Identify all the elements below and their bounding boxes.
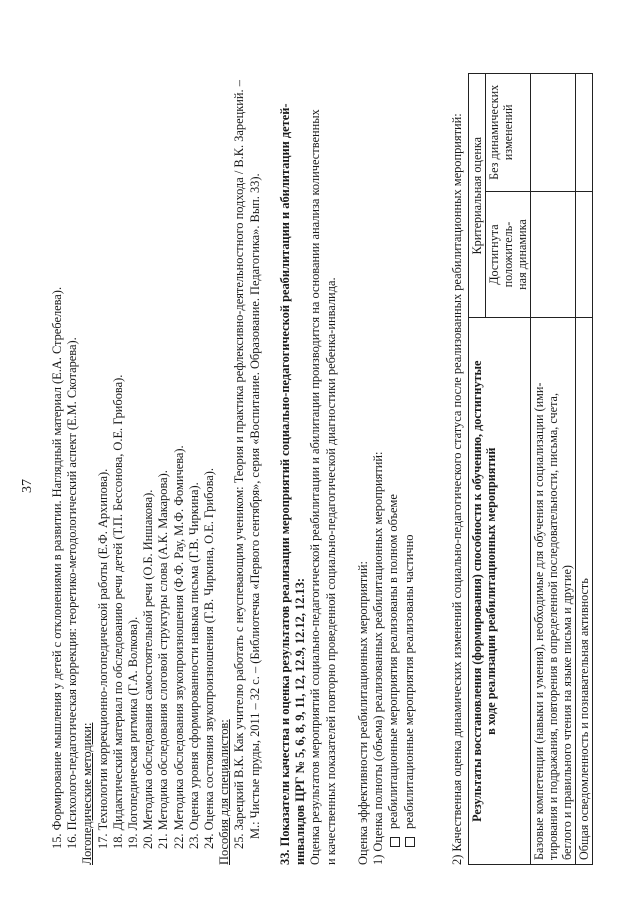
list-item: 21. Методика обследования слоговой структуры слова (А.К. Макарова). <box>156 470 171 849</box>
table-cell-result: Общая осведомленность и познавательная активность <box>576 318 593 865</box>
checkbox-option-partial[interactable] <box>402 75 417 865</box>
section-33-title-continuation: инвалидов ЦРГ № 5, 6, 8, 9, 11, 12, 12.9, 12.12, 12.13: <box>293 577 308 865</box>
criteria-header: Критериальная оценка <box>469 74 486 318</box>
list-item: 15. Формирование мышления у детей с отклонениями в развитии. Наглядный материал (Е.А. Стребелева). <box>50 286 64 849</box>
list-item: 17. Технологии коррекционно-логопедической работы (Е.Ф. Архипова). <box>95 468 110 849</box>
specialists-heading: Пособия для специалистов: <box>217 719 232 865</box>
efficiency-block <box>356 75 417 865</box>
intro-list <box>50 75 263 865</box>
list-item: 22. Методика обследования звукопроизношения (Ф.Ф. Рау, М.Ф. Фомичева). <box>171 445 186 849</box>
document-page <box>20 45 600 905</box>
result-column-header: Результаты восстановления (формирования) способности к обучению, достигнутые в ходе реализации реабилитационных мероприятий <box>469 318 531 865</box>
list-item: 20. Методика обследования самостоятельной речи (О.Б. Иншакова). <box>141 489 156 849</box>
section-33 <box>278 75 339 865</box>
list-item: 19. Логопедическая ритмика (Г.А. Волкова). <box>126 616 141 849</box>
table-cell-positive[interactable] <box>531 191 576 318</box>
completeness-label: 1) Оценка полноты (объема) реализованных реабилитационных мероприятий: <box>371 451 386 865</box>
section-33-title: 33. Показатели качества и оценка результатов реализации мероприятий социально-педагогической реабилитации и абилитации детей- <box>278 103 292 865</box>
list-item: 23. Оценка уровня сформированности навыка письма (Г.В. Чиркина). <box>186 482 201 849</box>
dynamics-table <box>468 73 593 865</box>
table-row <box>576 74 593 865</box>
list-item: 18. Дидактический материал по обследованию речи детей (Т.П. Бессонова, О.Е. Грибова). <box>110 374 125 849</box>
list-item-continuation: М.: Чистые пруды, 2011 – 32 с. – (Библиотечка «Первого сентября», серия «Воспитание. Образование. Педагогика». Вып. 33). <box>247 173 262 839</box>
efficiency-label: Оценка эффективности реабилитационных мероприятий: <box>356 561 370 865</box>
checkbox[interactable] <box>390 837 400 847</box>
table-cell-none[interactable] <box>531 74 576 192</box>
section-33-body: Оценка результатов мероприятий социально-педагогической реабилитации и абилитации производится на основании анализа количественных <box>308 109 323 865</box>
checkbox-label: реабилитационные мероприятия реализованы частично <box>401 534 416 829</box>
checkbox[interactable] <box>405 837 415 847</box>
list-item: 25. Зарецкий В.К. Как учителю работать с неуспевающим учеником: Теория и практика рефлексивно-деятельностного подхода / В.К. Зарецкий. – <box>232 80 247 849</box>
positive-dynamics-header: Достигнута положитель- ная динамика <box>486 191 531 318</box>
qualitative-label: 2) Качественная оценка динамических изменений социально-педагогического статуса после реализованных реабилитационных мероприятий: <box>450 113 464 865</box>
table-cell-result: Базовые компетенции (навыки и умения), необходимые для обучения и социализации (ими- тирования и подражания, повторения в определенной последовательности, письма, счета, беглого и правильного чтения на языке письма и другие) <box>531 318 576 865</box>
table-header-row <box>469 74 486 865</box>
list-item: 24. Оценка состояния звукопроизношения (Г.В. Чиркина, О.Е. Грибова). <box>202 467 217 849</box>
qualitative-block <box>450 75 465 865</box>
page-number: 37 <box>20 479 35 493</box>
speech-methods-heading: Логопедические методики: <box>80 722 95 865</box>
checkbox-option-full[interactable] <box>386 75 401 865</box>
table-cell-none[interactable] <box>576 74 593 192</box>
table-row <box>531 74 576 865</box>
list-item: 16. Психолого-педагогическая коррекция: теоретико-методологический аспект (Е.М. Скотарева). <box>65 337 80 849</box>
checkbox-label: реабилитационные мероприятия реализованы в полном объеме <box>386 494 401 829</box>
table-cell-positive[interactable] <box>576 191 593 318</box>
no-dynamics-header: Без динамических изменений <box>486 74 531 192</box>
section-33-body: и качественных показателей повторно проведенной социально-педагогической диагностики ребенка-инвалида. <box>323 277 338 865</box>
